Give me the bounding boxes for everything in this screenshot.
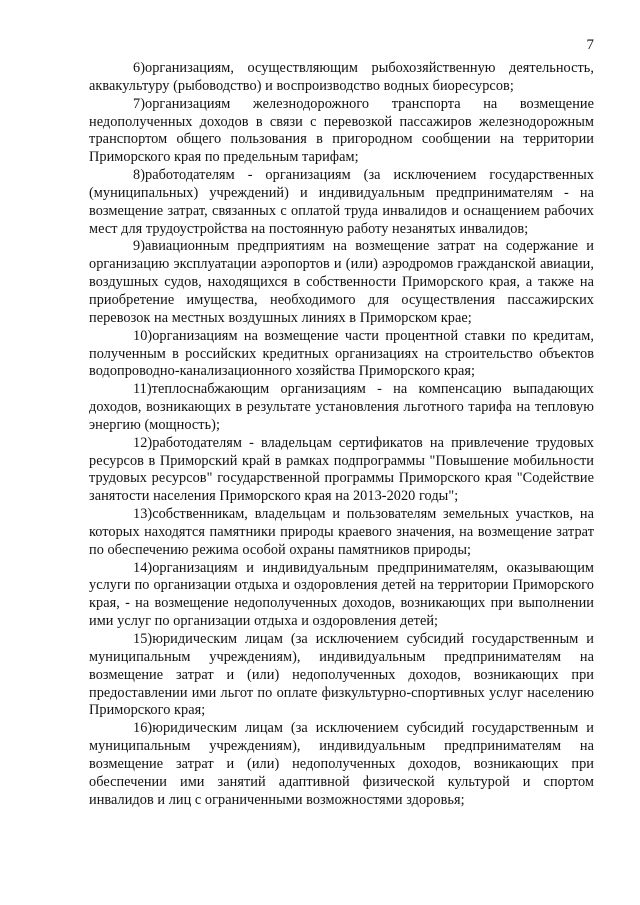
- list-item-10: 10)организациям на возмещение части процентной ставки по кредитам, полученным в российских кредитных организациях на строительство объектов водопроводно-канализационного хозяйства Приморского края;: [89, 327, 594, 380]
- page-number: 7: [586, 37, 594, 53]
- list-item-8: 8)работодателям - организациям (за исключением государственных (муниципальных) учреждений) и индивидуальным предпринимателям - на возмещение затрат, связанных с оплатой труда инвалидов и оснащением рабочих мест для трудоустройства на постоянную работу незанятых инвалидов;: [89, 167, 594, 237]
- list-item-15: 15)юридическим лицам (за исключением субсидий государственным и муниципальным учреждениям), индивидуальным предпринимателям на возмещение затрат и (или) недополученных доходов, возникающих при предоставлении ими льгот по оплате физкультурно-спортивных услуг населению Приморского края;: [89, 631, 594, 719]
- list-item-9: 9)авиационным предприятиям на возмещение затрат на содержание и организацию эксплуатации аэропортов и (или) аэродромов гражданской авиации, воздушных судов, находящихся в собственности Приморского края, а также на приобретение имущества, необходимого для осуществления пассажирских перевозок на местных воздушных линиях в Приморском крае;: [89, 238, 594, 326]
- list-item-16: 16)юридическим лицам (за исключением субсидий государственным и муниципальным учреждениям), индивидуальным предпринимателям на возмещение затрат и (или) недополученных доходов, возникающих при обеспечении ими занятий адаптивной физической культурой и спортом инвалидов и лиц с ограниченными возможностями здоровья;: [89, 720, 594, 808]
- list-item-7: 7)организациям железнодорожного транспорта на возмещение недополученных доходов в связи с перевозкой пассажиров железнодорожным транспортом общего пользования в пригородном сообщении на территории Приморского края по предельным тарифам;: [89, 95, 594, 166]
- list-item-13: 13)собственникам, владельцам и пользователям земельных участков, на которых находятся памятники природы краевого значения, на возмещение затрат по обеспечению режима особой охраны памятников природы;: [89, 506, 594, 558]
- document-body: [89, 60, 594, 809]
- list-item-12: 12)работодателям - владельцам сертификатов на привлечение трудовых ресурсов в Приморский край в рамках подпрограммы "Повышение мобильности трудовых ресурсов" государственной программы Приморского края "Содействие занятости населения Приморского края на 2013-2020 годы";: [89, 434, 594, 505]
- list-item-11: 11)теплоснабжающим организациям - на компенсацию выпадающих доходов, возникающих в результате установления льготного тарифа на тепловую энергию (мощность);: [89, 381, 594, 433]
- list-item-6: 6)организациям, осуществляющим рыбохозяйственную деятельность, аквакультуру (рыбоводство) и воспроизводство водных биоресурсов;: [89, 60, 594, 94]
- list-item-14: 14)организациям и индивидуальным предпринимателям, оказывающим услуги по организации отдыха и оздоровления детей на территории Приморского края, - на возмещение недополученных доходов, возникающих при выполнении ими услуг по организации отдыха и оздоровления детей;: [89, 559, 594, 630]
